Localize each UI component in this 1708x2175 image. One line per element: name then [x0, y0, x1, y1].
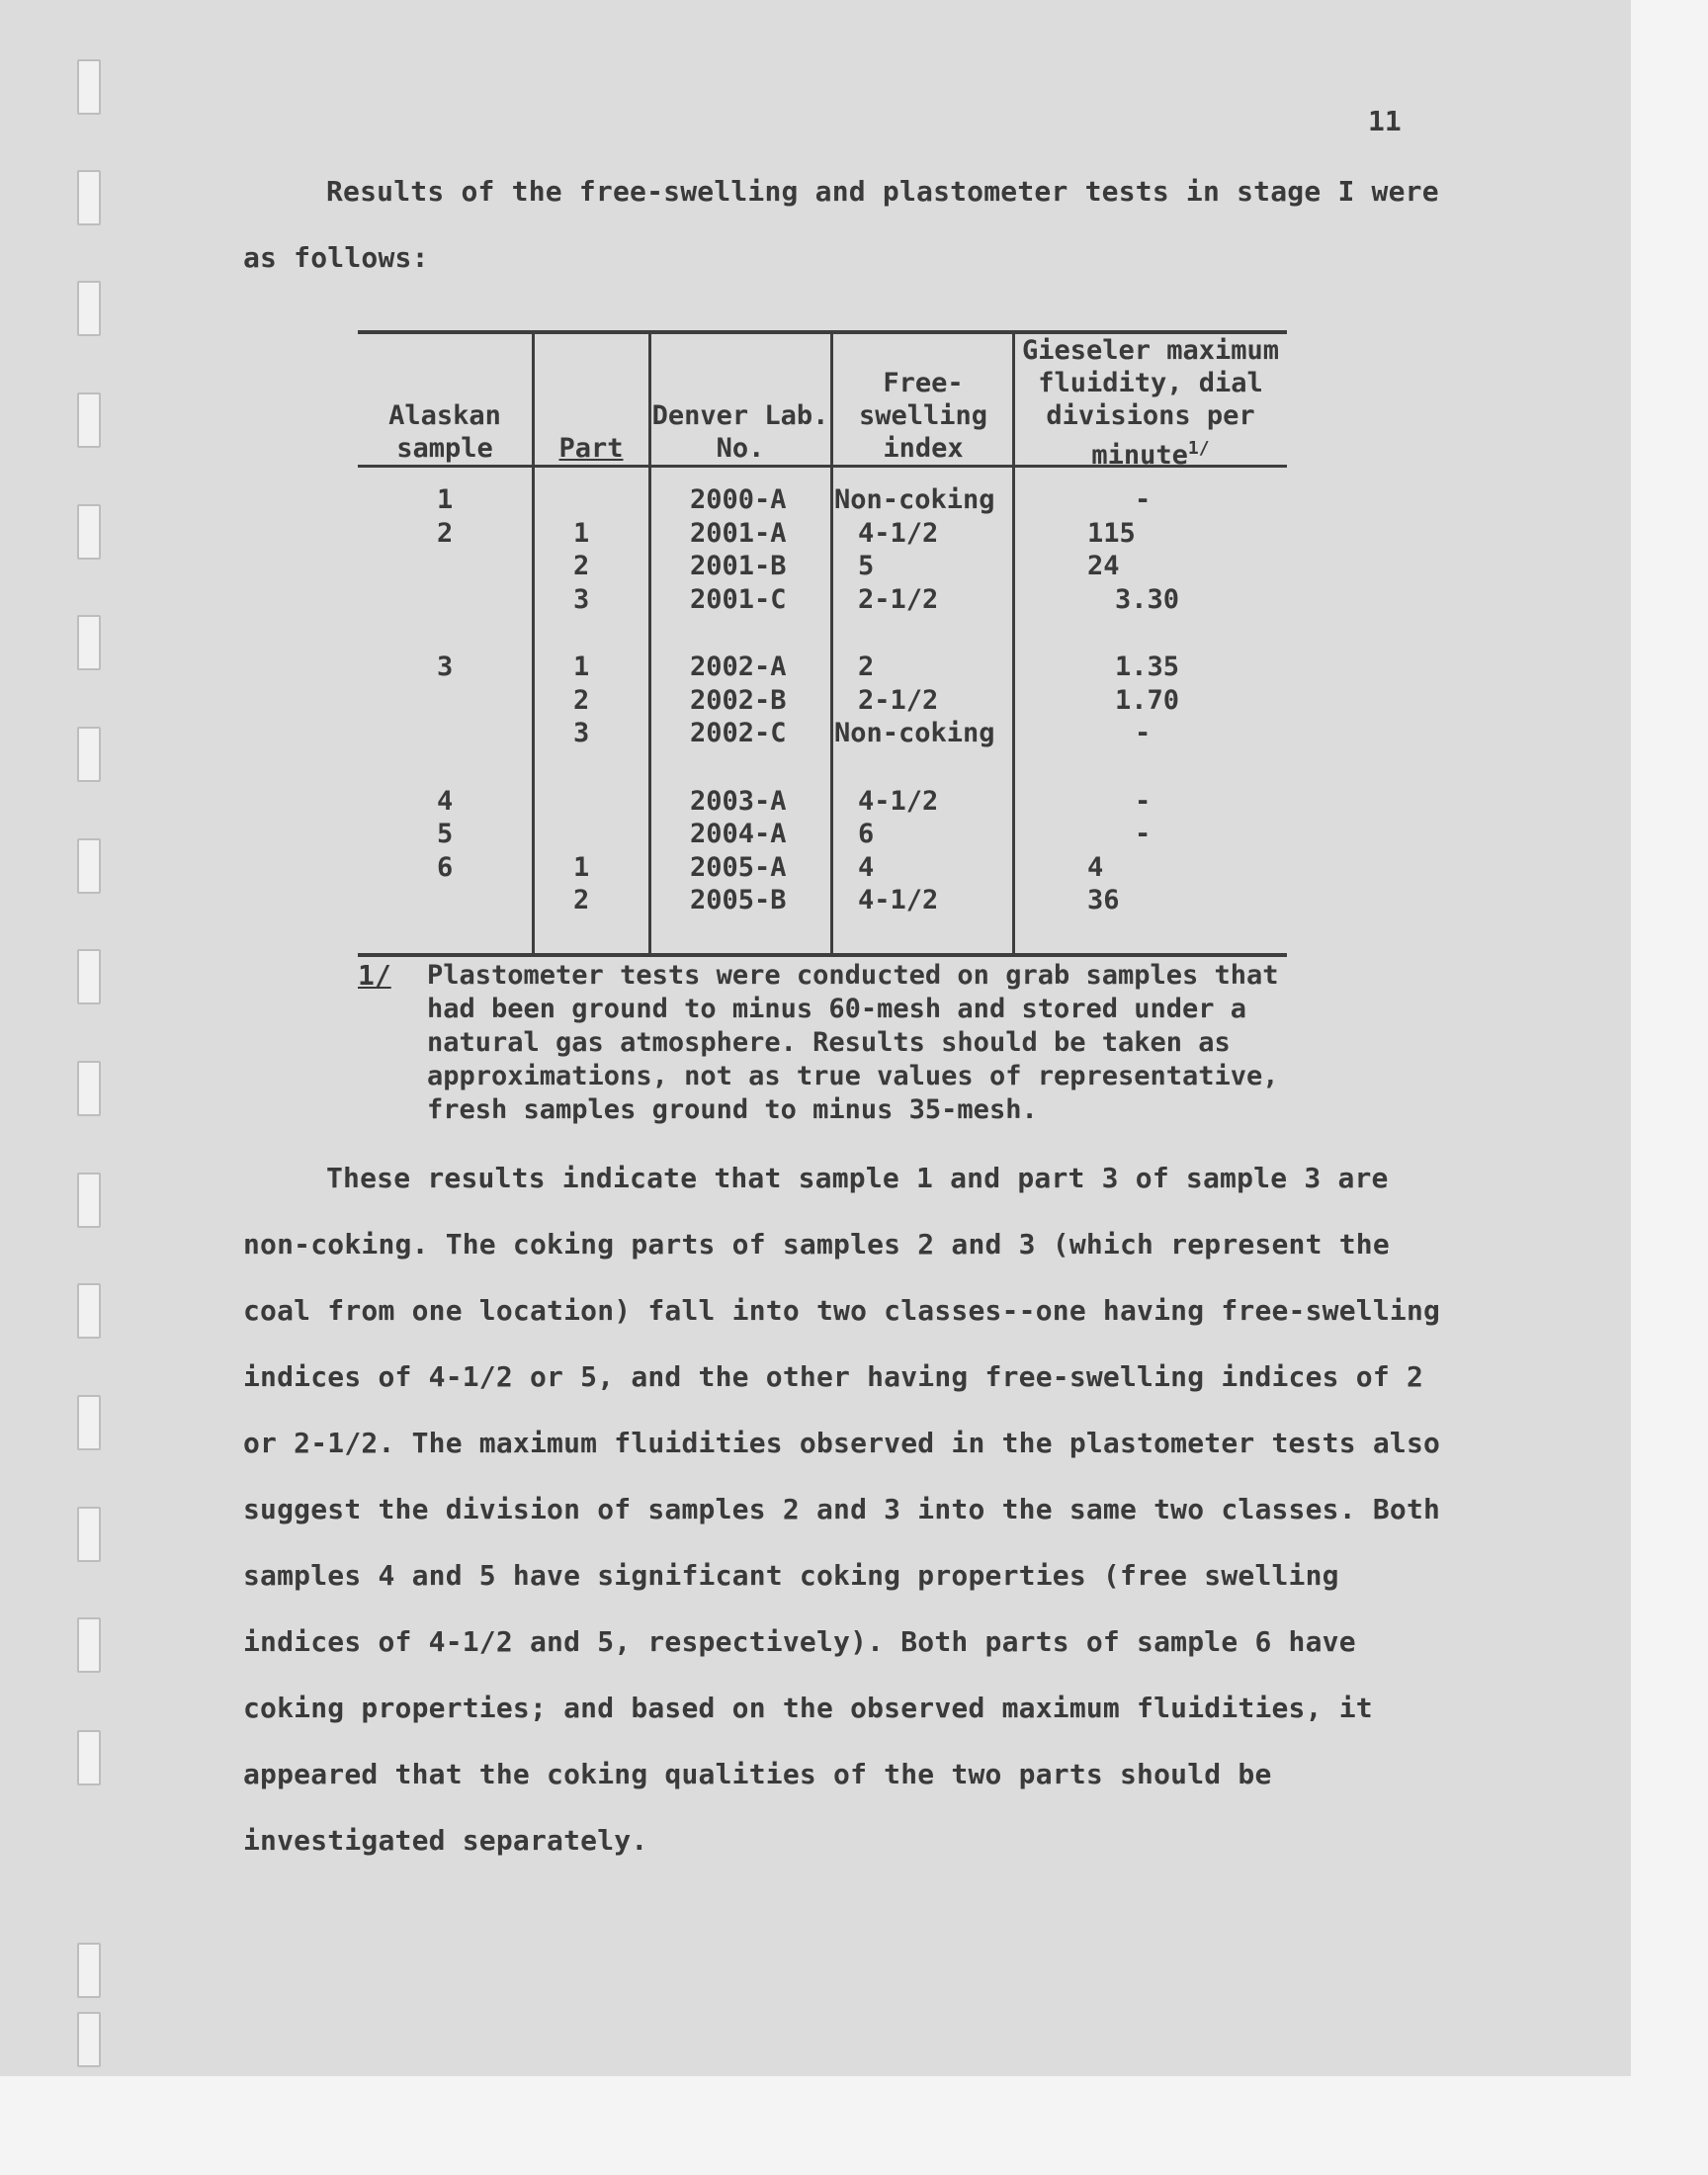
binder-hole	[77, 727, 101, 782]
cell-part: 2	[573, 885, 590, 915]
binder-hole	[77, 170, 101, 225]
cell-lab-no: 2001-A	[690, 517, 787, 549]
binder-hole	[77, 1507, 101, 1562]
intro-paragraph	[243, 158, 1459, 291]
cell-fluidity: 3.30	[1115, 583, 1180, 615]
cell-lab-no: 2003-A	[690, 785, 787, 817]
cell-fsi: 4-1/2	[858, 517, 939, 549]
cell-fluidity: -	[1135, 718, 1152, 748]
binder-hole	[77, 1061, 101, 1116]
cell-part: 1	[573, 652, 590, 682]
cell-sample: 3	[437, 652, 454, 682]
header-part: Part	[558, 433, 624, 464]
cell-sample: 1	[437, 484, 454, 515]
header-gieseler-fluidity	[1014, 334, 1287, 472]
cell-lab-no: 2002-A	[690, 652, 787, 682]
cell-lab-no: 2001-C	[690, 583, 787, 615]
cell-lab-no: 2002-B	[690, 684, 787, 716]
cell-sample: 5	[437, 819, 454, 849]
cell-fsi: 2-1/2	[858, 583, 939, 615]
cell-fsi: 4-1/2	[858, 785, 939, 817]
cell-fsi: 4	[858, 851, 875, 883]
table-bottom-rule	[358, 953, 1287, 957]
cell-sample: 2	[437, 517, 454, 549]
header-alaskan-sample: Alaskan sample	[388, 400, 501, 464]
cell-lab-no: 2005-B	[690, 885, 787, 915]
intro-text: Results of the free-swelling and plastometer tests in stage I were as follows:	[243, 175, 1439, 274]
cell-fluidity: 36	[1087, 885, 1120, 915]
cell-lab-no: 2002-C	[690, 718, 787, 748]
cell-fluidity: -	[1135, 785, 1152, 817]
cell-fsi: 2-1/2	[858, 684, 939, 716]
binder-hole	[77, 615, 101, 670]
cell-sample: 6	[437, 851, 454, 883]
binder-hole	[77, 504, 101, 560]
results-table	[358, 330, 1287, 963]
column-divider	[830, 330, 833, 953]
cell-fluidity: 1.70	[1115, 684, 1180, 716]
cell-fsi: 6	[858, 819, 875, 849]
header-free-swelling-index: Free-swelling index	[858, 368, 988, 464]
binder-hole	[77, 392, 101, 448]
page-number: 11	[1368, 105, 1402, 137]
binder-hole	[77, 1617, 101, 1673]
cell-part: 1	[573, 517, 590, 549]
binder-hole	[77, 1283, 101, 1339]
cell-part: 2	[573, 551, 590, 581]
cell-part: 1	[573, 851, 590, 883]
cell-sample: 4	[437, 785, 454, 817]
body-paragraph	[243, 1145, 1459, 1873]
binder-hole	[77, 59, 101, 115]
cell-fluidity: 1.35	[1115, 652, 1180, 682]
cell-lab-no: 2001-B	[690, 551, 787, 581]
cell-fluidity: -	[1135, 484, 1152, 515]
binder-hole	[77, 2012, 101, 2067]
cell-fsi: Non-coking	[834, 484, 995, 515]
cell-fsi: Non-coking	[834, 718, 995, 748]
header-gieseler-text: Gieseler maximum fluidity, dial divisions per minute	[1021, 335, 1280, 471]
cell-fluidity: -	[1135, 819, 1152, 849]
cell-lab-no: 2005-A	[690, 851, 787, 883]
cell-fluidity: 24	[1087, 551, 1120, 581]
binder-hole	[77, 838, 101, 894]
binder-hole	[77, 949, 101, 1004]
header-lab-no: Denver Lab. No.	[651, 400, 829, 464]
cell-fluidity: 4	[1087, 851, 1104, 883]
cell-part: 3	[573, 718, 590, 748]
body-text: These results indicate that sample 1 and part 3 of sample 3 are non-coking. The coking parts of samples 2 and 3 (which represent the coal from one location) fall into two classes--one having free-swelling indices of 4-1/2 or 5, and the other having free-swelling indices of 2 or 2-1/2. The maximum fluidities observed in the plastometer tests also suggest the division of samples 2 and 3 into the same two classes. Both samples 4 and 5 have significant coking properties (free swelling indices of 4-1/2 and 5, respectively). Both parts of sample 6 have coking properties; and based on the observed maximum fluidities, it appeared that the coking qualities of the two parts should be investigated separately.	[243, 1162, 1441, 1857]
binder-hole	[77, 1173, 101, 1228]
cell-lab-no: 2004-A	[690, 819, 787, 849]
binder-hole	[77, 1943, 101, 1998]
binder-hole	[77, 281, 101, 336]
column-divider	[532, 330, 535, 953]
cell-fsi: 2	[858, 652, 875, 682]
cell-fsi: 5	[858, 551, 875, 581]
cell-fsi: 4-1/2	[858, 885, 939, 915]
cell-fluidity: 115	[1087, 517, 1136, 549]
footnote-text: Plastometer tests were conducted on grab samples that had been ground to minus 60-mesh and stored under a natural gas atmosphere. Results should be taken as approximations, not as true values of representative, fresh samples ground to minus 35-mesh.	[427, 960, 1279, 1125]
header-footnote-ref: 1/	[1187, 438, 1210, 459]
cell-lab-no: 2000-A	[690, 484, 787, 515]
cell-part: 2	[573, 684, 590, 716]
binder-hole	[77, 1730, 101, 1785]
cell-part: 3	[573, 583, 590, 615]
binder-hole	[77, 1395, 101, 1450]
footnote-mark: 1/	[358, 959, 391, 992]
